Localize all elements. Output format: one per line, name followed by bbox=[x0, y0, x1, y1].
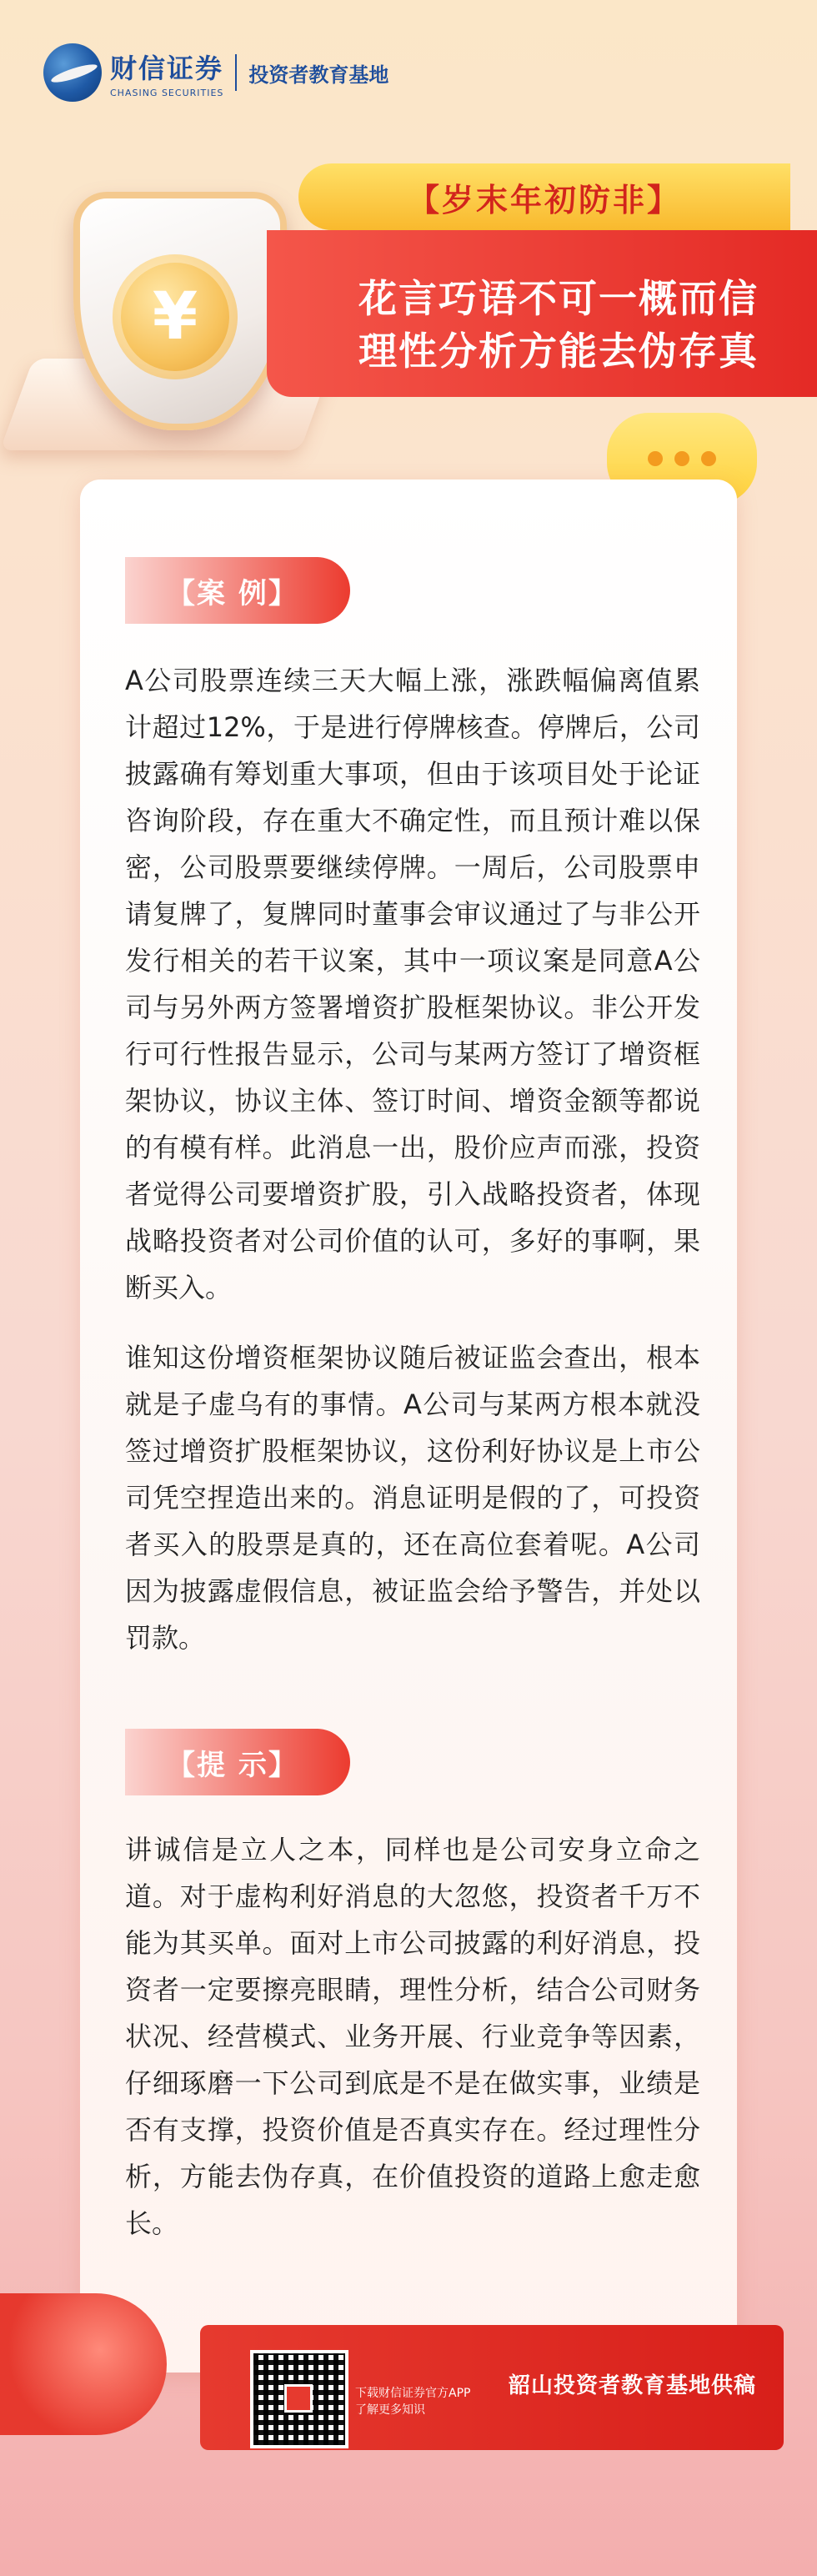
header-divider bbox=[235, 54, 237, 91]
brand-name-en: CHASING SECURITIES bbox=[110, 87, 224, 98]
topic-tag: 【岁末年初防非】 bbox=[298, 163, 790, 230]
brand bbox=[110, 48, 223, 98]
yuan-coin-icon: ¥ bbox=[113, 254, 238, 379]
decorative-curl bbox=[0, 2293, 167, 2435]
footer-bar bbox=[200, 2325, 784, 2450]
chasing-securities-logo-icon bbox=[43, 43, 102, 102]
title-line-1: 花言巧语不可一概而信 bbox=[358, 276, 759, 321]
qr-caption-line-1: 下载财信证券官方APP bbox=[355, 2387, 471, 2400]
bubble-dot bbox=[701, 451, 716, 466]
bubble-dot bbox=[648, 451, 663, 466]
case-paragraph-1: A公司股票连续三天大幅上涨，涨跌幅偏离值累计超过12%，于是进行停牌核查。停牌后，公司披露确有筹划重大事项，但由于该项目处于论证咨询阶段，存在重大不确定性，而且预计难以保密，公司股票要继续停牌。一周后，公司股票申请复牌了，复牌同时董事会审议通过了与非公开发行相关的若干议案，其中一项议案是同意A公司与另外两方签署增资扩股框架协议。非公开发行可行性报告显示，公司与某两方签订了增资框架协议，协议主体、签订时间、增资金额等都说的有模有样。此消息一出，股价应声而涨，投资者觉得公司要增资扩股，引入战略投资者，体现战略投资者对公司价值的认可，多好的事啊，果断买入。 bbox=[125, 665, 700, 1303]
section-label-tip: 【提 示】 bbox=[125, 1729, 350, 1795]
case-paragraph-2: 谁知这份增资框架协议随后被证监会查出，根本就是子虚乌有的事情。A公司与某两方根本就没签过增资扩股框架协议，这份利好协议是上市公司凭空捏造出来的。消息证明是假的了，可投资者买入的股票是真的，还在高位套着呢。A公司因为披露虚假信息，被证监会给予警告，并处以罚款。 bbox=[125, 1342, 700, 1654]
header-subtitle: 投资者教育基地 bbox=[248, 63, 389, 87]
section-label-case: 【案 例】 bbox=[125, 557, 350, 624]
brand-name-cn: 财信证券 bbox=[110, 52, 224, 84]
bubble-dot bbox=[674, 451, 689, 466]
footer-credit: 韶山投资者教育基地供稿 bbox=[509, 2373, 757, 2398]
tip-paragraph: 讲诚信是立人之本，同样也是公司安身立命之道。对于虚构利好消息的大忽悠，投资者千万不能为其买单。面对上市公司披露的利好消息，投资者一定要擦亮眼睛，理性分析，结合公司财务状况、经营模式、业务开展、行业竞争等因素，仔细琢磨一下公司到底是不是在做实事，业绩是否有支撑，投资价值是否真实存在。经过理性分析，方能去伪存真，在价值投资的道路上愈走愈长。 bbox=[125, 1834, 700, 2239]
header bbox=[43, 43, 388, 102]
title-line-2: 理性分析方能去伪存真 bbox=[358, 329, 759, 374]
qr-caption-line-2: 了解更多知识 bbox=[355, 2403, 425, 2417]
qr-caption bbox=[355, 2385, 470, 2418]
qr-logo-icon bbox=[284, 2384, 313, 2413]
